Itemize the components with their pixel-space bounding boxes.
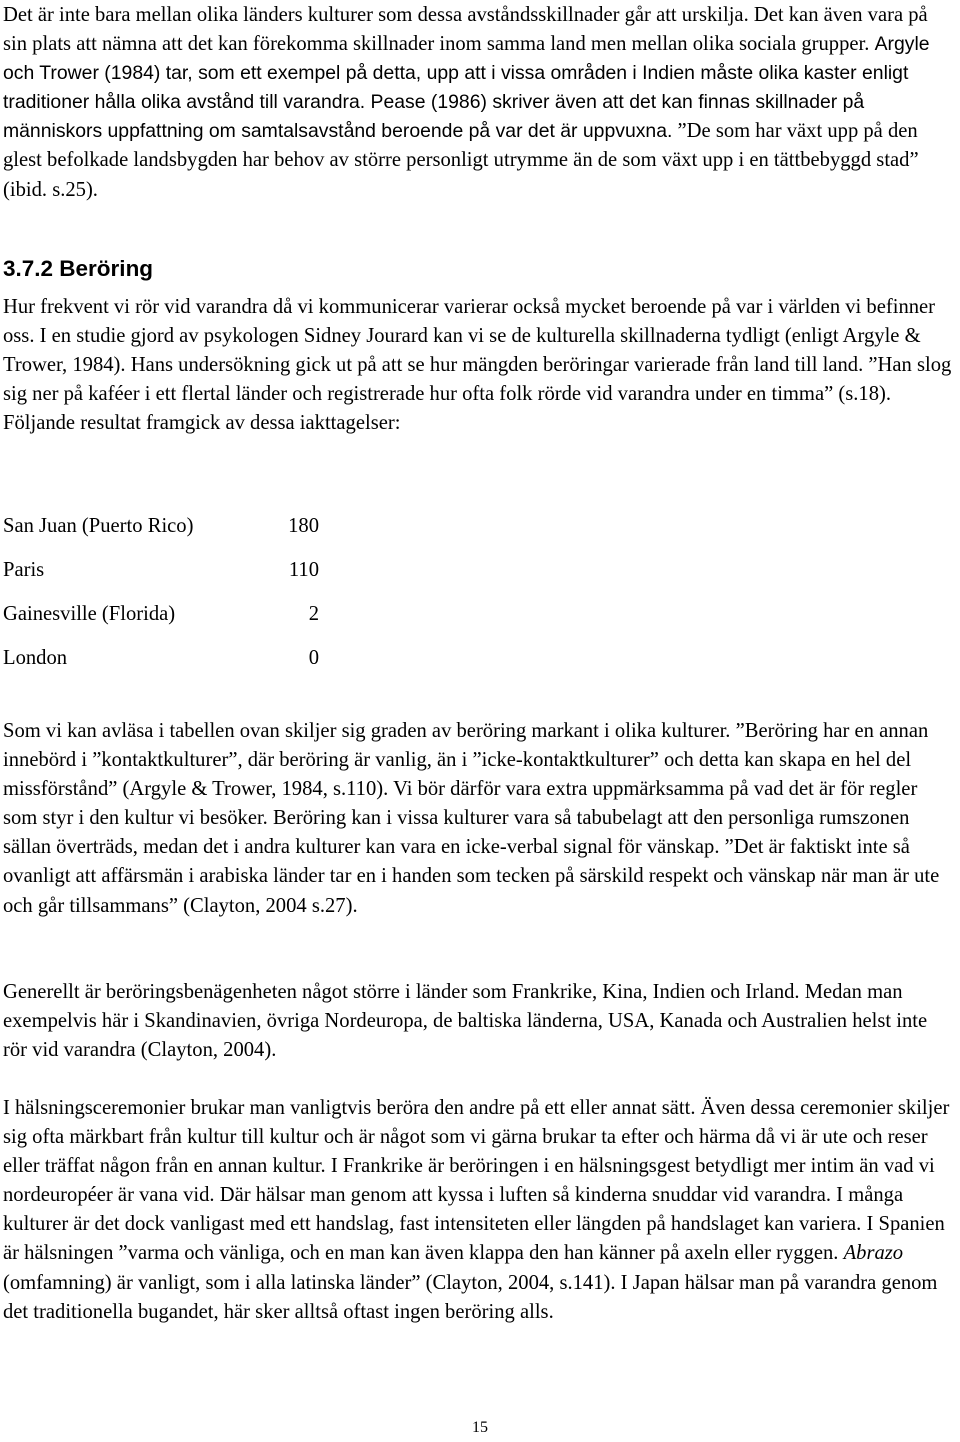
table-city: Paris <box>3 559 45 581</box>
paragraph-greeting-ceremonies: I hälsningsceremonier brukar man vanligtvis beröra den andre på ett eller annat sätt. Även dessa ceremonier skiljer sig ofta märkbart från kultur till kultur och är något som vi gärna brukar ta efter och härma då vi är ute och reser eller träffat någon från en annan kultur. I Frankrike är beröringen i en hälsningsgest betydligt mer intim än vad vi nordeuropéer är vana vid. Där hälsar man genom att kyssa i luften så kinderna snuddar vid varandra. I många kulturer är det dock vanligast med ett handslag, fast intensiteten eller längden på handslaget kan variera. I Spanien är hälsningen ”varma och vänliga, och en man kan även klappa den han känner på axeln eller ryggen. Abrazo (omfamning) är vanligt, som i alla latinska länder” (Clayton, 2004, s.141). I Japan hälsar man på varandra genom det traditionella bugandet, här sker alltså oftast ingen beröring alls. <box>3 1097 950 1323</box>
table-row <box>3 555 323 585</box>
table-row <box>3 643 323 673</box>
intro-sentence-3: ”De som har växt upp på den glest befolkade landsbygden har behov av större personligt utrymme än de som växt upp i en tättbebyggd stad” (ibid. s.25). <box>3 120 919 201</box>
table-count: 0 <box>308 647 319 669</box>
table-city: San Juan (Puerto Rico) <box>3 515 194 537</box>
section-heading: 3.7.2 Beröring <box>3 256 154 281</box>
table-city: London <box>3 647 68 669</box>
table-count: 110 <box>288 559 319 581</box>
intro-paragraph <box>3 1 955 205</box>
table-row <box>3 511 323 541</box>
table-city: Gainesville (Florida) <box>3 603 176 625</box>
table-count: 2 <box>308 603 319 625</box>
paragraph-touch-tendency: Generellt är beröringsbenägenheten något större i länder som Frankrike, Kina, Indien och Irland. Medan man exempelvis här i Skandinavien, övriga Nordeuropa, de baltiska länderna, USA, Kanada och Australien helst inte rör vid varandra (Clayton, 2004). <box>3 981 928 1062</box>
italic-term: Abrazo <box>843 1242 904 1265</box>
table-row <box>3 599 323 629</box>
paragraph-contact-cultures: Som vi kan avläsa i tabellen ovan skiljer sig graden av beröring markant i olika kulturer. ”Beröring har en annan innebörd i ”kontaktkulturer”, där beröring är vanlig, än i ”icke-kontaktkulturer” och detta kan skapa en hel del missförstånd” (Argyle & Trower, 1984, s.110). Vi bör därför vara extra uppmärksamma på vad det är för regler som styr i den kultur vi besöker. Beröring kan i vissa kulturer vara så tabubelagt att den personliga rumszonen sällan överträds, medan det i andra kulturer kan vara en icke-verbal signal för vänskap. ”Det är faktiskt inte så ovanligt att affärsmän i arabiska länder tar en i handen som tecken på särskild respekt och vänskap när man är ute och går tillsammans” (Clayton, 2004 s.27). <box>3 720 940 917</box>
paragraph-touch-frequency: Hur frekvent vi rör vid varandra då vi kommunicerar varierar också mycket beroende på var i världen vi befinner oss. I en studie gjord av psykologen Sidney Jourard kan vi se de kulturella skillnaderna tydligt (enligt Argyle & Trower, 1984). Hans undersökning gick ut på att se hur mängden beröringar varierade från land till land. ”Han slog sig ner på kaféer i ett flertal länder och registrerade hur ofta folk rörde vid varandra under en timma” (s.18). Följande resultat framgick av dessa iakttagelser: <box>3 296 952 435</box>
table-count: 180 <box>288 515 319 537</box>
intro-sentence-1: Det är inte bara mellan olika länders kulturer som dessa avståndsskillnader går att urskilja. Det kan även vara på sin plats att nämna att det kan förekomma skillnader inom samma land men mellan olika sociala grupper. <box>3 4 928 56</box>
page-number: 15 <box>472 1419 488 1436</box>
intro-sentence-2: Argyle och Trower (1984) tar, som ett exempel på detta, upp att i vissa områden i Indien måste olika kaster enligt traditioner hålla olika avstånd till varandra. Pease (1986) skriver även att det kan finnas skillnader på människors uppfattning om samtalsavstånd beroende på var det är uppvuxna. <box>3 33 930 143</box>
